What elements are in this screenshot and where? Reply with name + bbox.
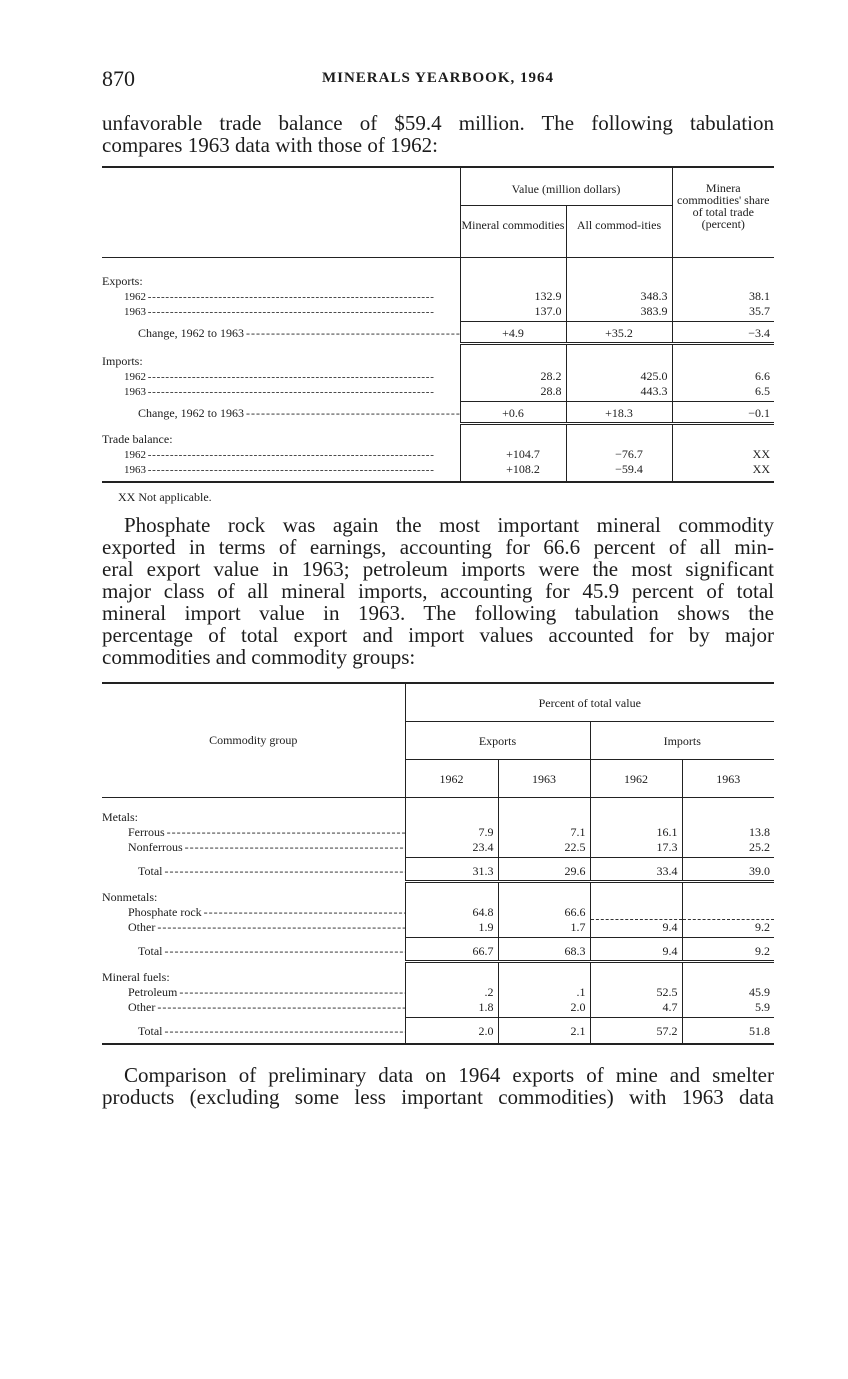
- cell: +0.6: [460, 402, 566, 424]
- cell: 13.8: [682, 825, 774, 840]
- cell: .1: [498, 985, 590, 1000]
- table-row: [102, 447, 774, 462]
- cell: 51.8: [682, 1018, 774, 1044]
- cell: 64.8: [405, 905, 498, 920]
- col-header-year: 1962: [405, 759, 498, 797]
- cell: 35.7: [672, 304, 774, 322]
- trade-value-table: [102, 166, 774, 483]
- commodity-share-table: [102, 682, 774, 1045]
- cell: 5.9: [682, 1000, 774, 1018]
- row-label: Total - - -: [102, 944, 405, 958]
- text-line: unfavorable trade balance of $59.4 million. The following tabulation: [102, 111, 774, 135]
- col-header-share: Minera commodities' share of total trade (percent): [672, 167, 774, 257]
- col-header-percent: Percent of total value: [405, 683, 774, 721]
- col-header-group: Commodity group: [102, 683, 405, 797]
- col-header-year: 1962: [590, 759, 682, 797]
- row-label: Phosphate rock - - -: [102, 905, 405, 919]
- text-line: products (excluding some less important commodities) with 1963 data: [102, 1085, 774, 1109]
- section-label: Imports:: [102, 353, 143, 368]
- cell: [590, 905, 682, 920]
- running-head: [102, 66, 774, 92]
- cell: +4.9: [460, 322, 566, 344]
- cell: 68.3: [498, 938, 590, 962]
- paragraph-comparison: [102, 1064, 774, 1108]
- text-line: percentage of total export and import values accounted for by major: [102, 623, 774, 647]
- cell: 16.1: [590, 825, 682, 840]
- table-row-total: [102, 858, 774, 882]
- cell: 66.7: [405, 938, 498, 962]
- row-label: 1963 - - -: [102, 306, 433, 318]
- table-row: [102, 985, 774, 1000]
- paragraph-phosphate-cont: [102, 536, 774, 668]
- table-row-total: [102, 1018, 774, 1044]
- cell: 9.2: [682, 938, 774, 962]
- text-line: eral export value in 1963; petroleum imports were the most significant: [102, 557, 774, 581]
- col-header-all: All commod-ities: [566, 205, 672, 257]
- section-label: Metals:: [102, 809, 138, 824]
- text-line: Phosphate rock was again the most important mineral commodity: [124, 513, 774, 537]
- cell: 137.0: [460, 304, 566, 322]
- cell: 348.3: [566, 289, 672, 304]
- cell: 443.3: [566, 384, 672, 402]
- cell: +35.2: [566, 322, 672, 344]
- text-line: Comparison of preliminary data on 1964 exports of mine and smelter: [124, 1063, 774, 1087]
- section-label: Nonmetals:: [102, 889, 158, 904]
- text-line: exported in terms of earnings, accounting for 66.6 percent of all min-: [102, 535, 774, 559]
- col-header-mineral: Mineral commodities: [460, 205, 566, 257]
- col-header-exports: Exports: [405, 721, 590, 759]
- col-header-imports: Imports: [590, 721, 774, 759]
- cell: 1.8: [405, 1000, 498, 1018]
- cell: XX: [672, 447, 774, 462]
- paragraph-phosphate: [102, 514, 774, 536]
- cell: 2.1: [498, 1018, 590, 1044]
- cell: .2: [405, 985, 498, 1000]
- row-label: 1963 - - -: [102, 386, 433, 398]
- paragraph-intro: [102, 112, 774, 156]
- cell: 4.7: [590, 1000, 682, 1018]
- cell: 1.9: [405, 920, 498, 938]
- cell: −59.4: [566, 462, 672, 482]
- table-row: [102, 825, 774, 840]
- cell: 383.9: [566, 304, 672, 322]
- row-label: Other - - -: [102, 1000, 405, 1014]
- row-label: Total - - -: [102, 864, 405, 878]
- table-row: [102, 1000, 774, 1018]
- running-title: MINERALS YEARBOOK, 1964: [321, 70, 555, 86]
- cell: 31.3: [405, 858, 498, 882]
- cell: 425.0: [566, 369, 672, 384]
- cell: 38.1: [672, 289, 774, 304]
- row-label: Other - - -: [102, 920, 405, 934]
- section-label: Mineral fuels:: [102, 969, 170, 984]
- cell: −0.1: [672, 402, 774, 424]
- row-label: 1962 - - -: [102, 291, 433, 303]
- page-number: 870: [102, 66, 135, 91]
- table-row: [102, 369, 774, 384]
- row-label: Petroleum - - -: [102, 985, 405, 999]
- col-header-year: 1963: [498, 759, 590, 797]
- cell: 6.5: [672, 384, 774, 402]
- table-row-change: [102, 322, 774, 344]
- cell: 7.9: [405, 825, 498, 840]
- row-label: Change, 1962 to 1963 - - -: [102, 326, 460, 340]
- cell: 2.0: [498, 1000, 590, 1018]
- table-row: [102, 905, 774, 920]
- cell: −76.7: [566, 447, 672, 462]
- table-row: [102, 304, 774, 322]
- row-label: 1962 - - -: [102, 449, 433, 461]
- cell: 57.2: [590, 1018, 682, 1044]
- table-row-change: [102, 402, 774, 424]
- table-row: [102, 840, 774, 858]
- cell: 7.1: [498, 825, 590, 840]
- cell: 9.4: [590, 920, 682, 938]
- cell: 132.9: [460, 289, 566, 304]
- table-row: [102, 920, 774, 938]
- cell: 23.4: [405, 840, 498, 858]
- col-header-value: Value (million dollars): [460, 167, 672, 205]
- col-header-year: 1963: [682, 759, 774, 797]
- cell: +108.2: [460, 462, 566, 482]
- row-label: Nonferrous - - -: [102, 840, 405, 854]
- section-label: Trade balance:: [102, 431, 173, 446]
- cell: 6.6: [672, 369, 774, 384]
- cell: 9.2: [682, 920, 774, 938]
- cell: 52.5: [590, 985, 682, 1000]
- table-row: [102, 289, 774, 304]
- cell: 28.2: [460, 369, 566, 384]
- cell: 66.6: [498, 905, 590, 920]
- text-line: compares 1963 data with those of 1962:: [102, 133, 438, 157]
- cell: 39.0: [682, 858, 774, 882]
- row-label: 1962 - - -: [102, 371, 433, 383]
- cell: −3.4: [672, 322, 774, 344]
- cell: 1.7: [498, 920, 590, 938]
- table-row-total: [102, 938, 774, 962]
- cell: 25.2: [682, 840, 774, 858]
- table-footnote: XX Not applicable.: [118, 490, 212, 504]
- cell: +18.3: [566, 402, 672, 424]
- row-label: Ferrous - - -: [102, 825, 405, 839]
- cell: [682, 905, 774, 920]
- cell: +104.7: [460, 447, 566, 462]
- table-row: [102, 384, 774, 402]
- text-line: mineral import value in 1963. The following tabulation shows the: [102, 601, 774, 625]
- row-label: 1963 - - -: [102, 464, 433, 476]
- cell: 33.4: [590, 858, 682, 882]
- row-label: Total - - -: [102, 1024, 405, 1038]
- cell: 45.9: [682, 985, 774, 1000]
- cell: 29.6: [498, 858, 590, 882]
- cell: 9.4: [590, 938, 682, 962]
- text-line: major class of all mineral imports, accounting for 45.9 percent of total: [102, 579, 774, 603]
- cell: 22.5: [498, 840, 590, 858]
- row-label: Change, 1962 to 1963 - - -: [102, 406, 460, 420]
- cell: XX: [672, 462, 774, 482]
- cell: 2.0: [405, 1018, 498, 1044]
- cell: 17.3: [590, 840, 682, 858]
- table-row: [102, 462, 774, 482]
- section-label: Exports:: [102, 273, 143, 288]
- text-line: commodities and commodity groups:: [102, 645, 416, 669]
- cell: 28.8: [460, 384, 566, 402]
